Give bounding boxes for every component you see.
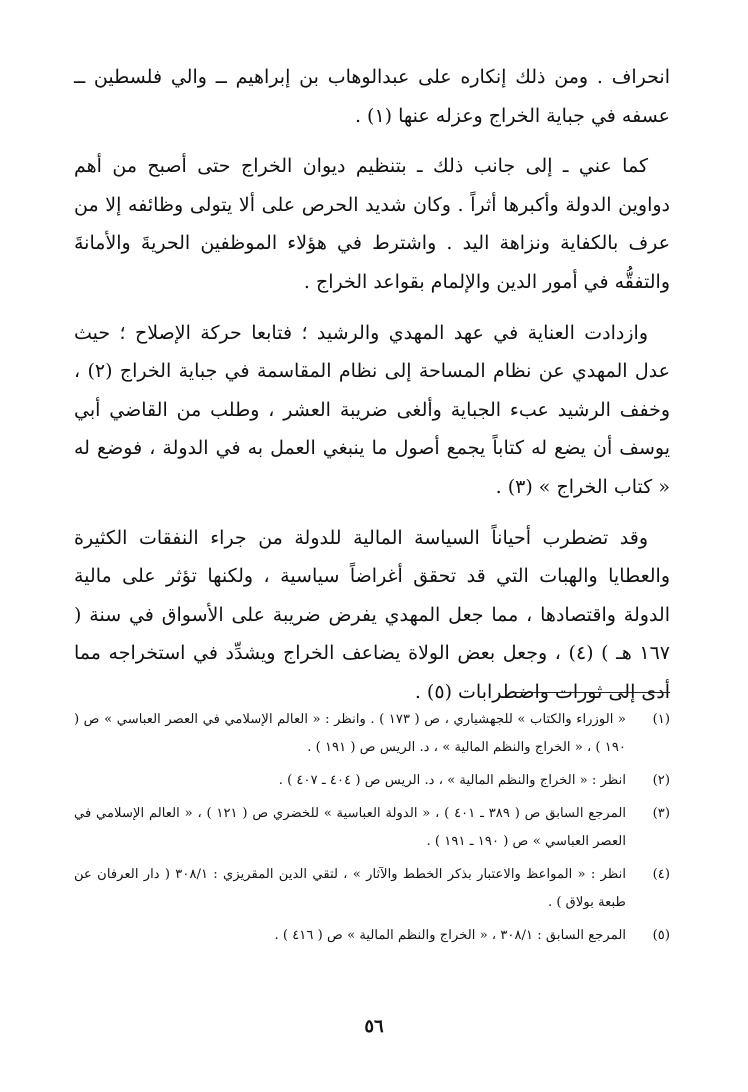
footnote — [74, 800, 670, 856]
paragraph: وازدادت العناية في عهد المهدي والرشيد ؛ فتابعا حركة الإصلاح ؛ حيث عدل المهدي عن نظام المساحة إلى نظام المقاسمة في جباية الخراج (٢) ، وخفف الرشيد عبء الجباية وألغى ضريبة العشر ، وطلب من القاضي أبي يوسف أن يضع له كتاباً يجمع أصول ما ينبغي العمل به في الدولة ، فوضع له « كتاب الخراج » (٣) . — [74, 321, 670, 498]
footnote-number: (٣) — [652, 806, 670, 821]
footnote-text: المرجع السابق ص ( ٣٨٩ ـ ٤٠١ ) ، « الدولة العباسية » للخضري ص ( ١٢١ ) ، « العالم الإسلامي في العصر العباسي » ص ( ١٩٠ ـ ١٩١ ) . — [74, 806, 627, 849]
footnote-number: (١) — [652, 712, 670, 727]
footnote-text: انظر : « المواعظ والاعتبار بذكر الخطط والآثار » ، لتقي الدين المقريزي : ٣٠٨/١ ( دار العرفان عن طبعة بولاق ) . — [74, 867, 626, 910]
footnote-separator — [510, 692, 670, 693]
paragraph: انحراف . ومن ذلك إنكاره على عبدالوهاب بن إبراهيم ــ والي فلسطين ــ عسفه في جباية الخراج وعزله عنها (١) . — [74, 66, 670, 127]
footnotes — [74, 706, 670, 955]
footnote-text: المرجع السابق : ٣٠٨/١ ، « الخراج والنظم المالية » ص ( ٤١٦ ) . — [274, 928, 626, 943]
footnote-text: انظر : « الخراج والنظم المالية » ، د. الريس ص ( ٤٠٤ ـ ٤٠٧ ) . — [278, 773, 626, 788]
footnote-number: (٤) — [652, 867, 670, 882]
main-text — [74, 58, 670, 724]
paragraph: وقد تضطرب أحياناً السياسة المالية للدولة من جراء النفقات الكثيرة والعطايا والهبات التي قد تحقق أغراضاً سياسية ، ولكنها تؤثر على مالية الدولة واقتصادها ، مما جعل المهدي يفرض ضريبة على الأسواق في سنة ( ١٦٧ هـ ) (٤) ، وجعل بعض الولاة يضاعف الخراج ويشدِّد في استخراجه مما أدى إلى ثورات واضطرابات (٥) . — [74, 526, 670, 703]
footnote — [74, 706, 670, 762]
footnote — [74, 922, 670, 950]
footnote — [74, 767, 670, 795]
paragraph: كما عني ـ إلى جانب ذلك ـ بتنظيم ديوان الخراج حتى أصبح من أهم دواوين الدولة وأكبرها أثراً . وكان شديد الحرص على ألا يتولى وظائفه إلا من عرف بالكفاية ونزاهة اليد . واشترط في هؤلاء الموظفين الحريةَ والأمانةَ والتفقُّه في أمور الدين والإلمام بقواعد الخراج . — [74, 155, 670, 293]
footnote-number: (٥) — [652, 928, 670, 943]
footnote-text: « الوزراء والكتاب » للجهشياري ، ص ( ١٧٣ ) . وانظر : « العالم الإسلامي في العصر العباسي » ص ( ١٩٠ ) ، « الخراج والنظم المالية » ، د. الريس ص ( ١٩١ ) . — [74, 712, 626, 755]
footnote-number: (٢) — [652, 773, 670, 788]
footnote — [74, 861, 670, 917]
page-number: ٥٦ — [364, 1016, 384, 1037]
